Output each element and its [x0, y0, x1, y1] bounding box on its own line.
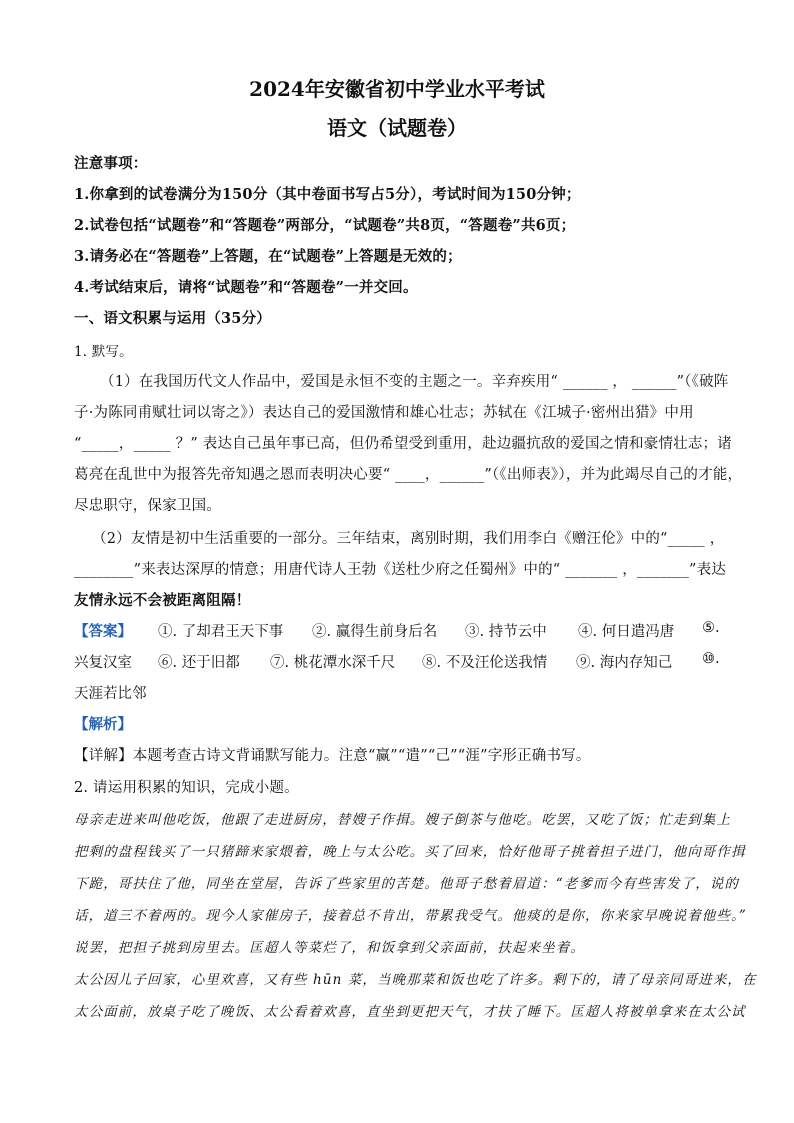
question-text-line: 葛亮在乱世中为报答先帝知遇之恩而表明决心要“ ____，______”（《出师表》），并为此竭尽自己的才能， — [74, 467, 743, 483]
question-text-line: （1）在我国历代文人作品中，爱国是永恒不变的主题之一。辛弃疾用“ ______ ， ______”（《破阵 — [100, 374, 729, 390]
notes-item: 1.你拿到的试卷满分为150分（其中卷面书写占5分），考试时间为150分钟； — [74, 186, 581, 203]
passage-line: 太公因儿子回家，心里欢喜，又有些 hūn 菜，当晚那菜和饭也吃了许多。剩下的，请了母亲同哥进来，在 — [74, 972, 757, 988]
notes-item: 3.请务必在“答题卷”上答题，在“试题卷”上答题是无效的； — [74, 248, 462, 265]
answer-item: ⑥. 还于旧都 — [158, 655, 240, 671]
answer-item: ⑤. — [702, 620, 720, 636]
page-title: 2024年安徽省初中学业水平考试 — [249, 77, 545, 101]
answer-item: 兴复汉室 — [74, 655, 132, 671]
answer-item: ③. 持节云中 — [465, 624, 547, 640]
question-label: 1. 默写。 — [74, 344, 133, 360]
notes-item: 2.试卷包括“试题卷”和“答题卷”两部分，“试题卷”共8页，“答题卷”共6页； — [74, 217, 576, 234]
passage-line: 把剩的盘程钱买了一只猪蹄来家煨着，晚上与太公吃。买了回来，恰好他哥子挑着担子进门，他向哥作揖 — [74, 844, 746, 860]
notes-item: 4.考试结束后，请将“试题卷”和“答题卷”一并交回。 — [74, 279, 418, 296]
page-subtitle: 语文（试题卷） — [327, 116, 467, 140]
passage-line: 太公面前，放桌子吃了晚饭、太公看着欢喜，直坐到更把天气，才扶了睡下。匡超人将被单拿来在太公试 — [74, 1004, 746, 1020]
question-text-line: 子·为陈同甫赋壮词以寄之》）表达自己的爱国激情和雄心壮志；苏轼在《江城子·密州出猎》中用 — [74, 405, 694, 421]
question-text-line: （2）友情是初中生活重要的一部分。三年结束，离别时期，我们用李白《赠汪伦》中的“_____ ， — [92, 531, 725, 547]
passage-line: 话，道三不着两的。现今人家催房子，接着总不肯出，带累我受气。他痰的是你，你来家早晚说着他些。” — [74, 908, 747, 924]
answer-item: ⑧. 不及汪伦送我情 — [422, 655, 548, 671]
detail-text: 【详解】本题考查古诗文背诵默写能力。注意“赢”“遣”“己”“涯”字形正确书写。 — [74, 748, 591, 764]
answer-item: ①. 了却君王天下事 — [158, 624, 284, 640]
answer-item: ②. 赢得生前身后名 — [312, 624, 438, 640]
question-label: 2. 请运用积累的知识，完成小题。 — [74, 780, 299, 796]
passage-line: 母亲走进来叫他吃饭，他跟了走进厨房，替嫂子作揖。嫂子倒茶与他吃。吃罢，又吃了饭；忙走到集上 — [74, 812, 731, 828]
passage-line: 说罢，把担子挑到房里去。匡超人等菜烂了，和饭拿到父亲面前，扶起来坐着。 — [74, 940, 585, 956]
question-text-line: “_____，_____ ？” 表达自己虽年事已高，但仍希望受到重用，赴边疆抗敌的爱国之情和豪情壮志；诸 — [74, 436, 732, 452]
answer-tag: 【答案】 — [74, 623, 132, 640]
answer-item: ⑩. — [702, 651, 720, 667]
question-text-line: ________”来表达深厚的情意；用唐代诗人王勃《送杜少府之任蜀州》中的“ _______ ，_______”表达 — [74, 562, 727, 578]
answer-item: ⑨. 海内存知己 — [576, 655, 673, 671]
question-text-line: 友情永远不会被距离阻隔！ — [74, 592, 251, 609]
answer-item: ④. 何日遣冯唐 — [578, 624, 675, 640]
question-text-line: 尽忠职守，保家卫国。 — [74, 498, 221, 514]
answer-item: 天涯若比邻 — [74, 686, 147, 702]
analysis-tag: 【解析】 — [74, 716, 132, 733]
passage-line: 下跪，哥扶住了他，同坐在堂屋，告诉了些家里的苦楚。他哥子愁着眉道：“老爹而今有些害发了，说的 — [74, 876, 739, 892]
section-heading: 一、语文积累与运用（35分） — [74, 310, 271, 327]
answer-item: ⑦. 桃花潭水深千尺 — [270, 655, 396, 671]
notes-heading: 注意事项： — [74, 155, 148, 172]
